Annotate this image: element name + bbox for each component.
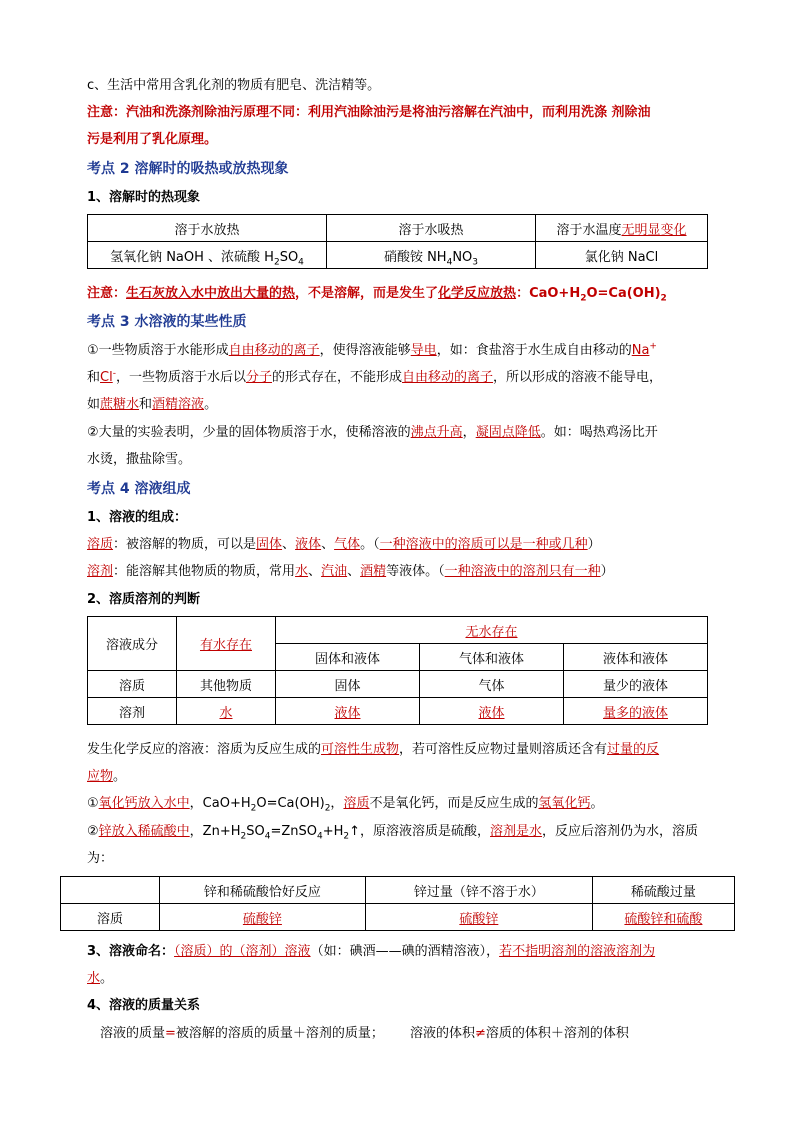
judgement-table — [87, 616, 708, 725]
judge-cell: 水 — [177, 698, 276, 725]
text-line-molecules: 和Cl-，一些物质溶于水后以分子的形式存在，不能形成自由移动的离子，所以形成的溶液不能导电， — [87, 368, 663, 385]
judge-sub-solid-liquid: 固体和液体 — [276, 644, 420, 671]
subheading-composition: 1、溶液的组成： — [87, 510, 188, 525]
heat-cell-nh4no3: 硝酸铵 $NH_4NO_3$ — [327, 242, 536, 269]
zinc-header-exact: 锌和稀硫酸恰好反应 — [160, 877, 366, 904]
zinc-cell: 硫酸锌 — [160, 904, 366, 931]
judge-cell: 量多的液体 — [564, 698, 708, 725]
judge-cell: 气体 — [420, 671, 564, 698]
judge-sub-liquid-liquid: 液体和液体 — [564, 644, 708, 671]
judge-cell: 其他物质 — [177, 671, 276, 698]
text-line-boiling: ②大量的实验表明，少量的固体物质溶于水，使稀溶液的沸点升高，凝固点降低。如：喝热鸡汤比开 — [87, 425, 658, 440]
judge-row-solute-label: 溶质 — [88, 671, 177, 698]
zinc-header-blank — [61, 877, 160, 904]
zinc-table — [60, 876, 735, 931]
note-line-1a: 注意：汽油和洗涤剂除油污原理不同：利用汽油除油污是将油污溶解在汽油中，而利用洗涤 剂除油 — [87, 105, 651, 120]
judge-col-components: 溶液成分 — [88, 617, 177, 671]
text-line-examples: 如蔗糖水和酒精溶液。 — [87, 397, 218, 412]
subheading-heat: 1、溶解时的热现象 — [87, 190, 201, 205]
text-line-mass: 溶液的质量=被溶解的溶质的质量＋溶剂的质量； 溶液的体积≠溶质的体积＋溶剂的体积 — [100, 1026, 629, 1041]
judge-sub-gas-liquid: 气体和液体 — [420, 644, 564, 671]
text-line-reaction: 发生化学反应的溶液：溶质为反应生成的可溶性生成物，若可溶性反应物过量则溶质还含有过量的反 — [87, 742, 660, 757]
heat-cell-nacl: 氯化钠 NaCl — [536, 242, 708, 269]
text-line-zinc-cont: 为： — [87, 851, 114, 866]
judge-cell: 量少的液体 — [564, 671, 708, 698]
text-line-boiling-cont: 水烫，撒盐除雪。 — [87, 452, 192, 467]
note-line-quicklime: 注意：生石灰放入水中放出大量的热，不是溶解，而是发生了化学反应放热：$CaO+H_2O=Ca(OH)_2$ — [87, 286, 667, 304]
zinc-header-acid-excess: 稀硫酸过量 — [592, 877, 734, 904]
judge-col-nowater: 无水存在 — [276, 617, 708, 644]
zinc-row-label: 溶质 — [61, 904, 160, 931]
section-heading-2: 考点 2 溶解时的吸热或放热现象 — [87, 161, 289, 177]
section-heading-4: 考点 4 溶液组成 — [87, 481, 191, 497]
heat-header-nochange: 溶于水温度无明显变化 — [536, 215, 708, 242]
heat-header-absorb: 溶于水吸热 — [327, 215, 536, 242]
subheading-judgement: 2、溶质溶剂的判断 — [87, 592, 201, 607]
judge-cell: 液体 — [276, 698, 420, 725]
judge-row-solvent-label: 溶剂 — [88, 698, 177, 725]
text-line-solute: 溶质：被溶解的物质，可以是固体、液体、气体。（一种溶液中的溶质可以是一种或几种） — [87, 537, 601, 552]
judge-cell: 液体 — [420, 698, 564, 725]
zinc-cell: 硫酸锌和硫酸 — [592, 904, 734, 931]
subheading-mass: 4、溶液的质量关系 — [87, 998, 201, 1013]
text-line-zinc: ②锌放入稀硫酸中，$Zn+H_2SO_4=ZnSO_4+H_2↑$，原溶液溶质是硫酸，溶剂是水，反应后溶剂仍为水，溶质 — [87, 824, 699, 842]
judge-cell: 固体 — [276, 671, 420, 698]
zinc-cell: 硫酸锌 — [365, 904, 592, 931]
zinc-header-zinc-excess: 锌过量（锌不溶于水） — [365, 877, 592, 904]
heat-cell-naoh: 氢氧化钠 NaOH 、浓硫酸 $H_2SO_4$ — [88, 242, 327, 269]
text-line-solvent: 溶剂：能溶解其他物质的物质，常用水、汽油、酒精等液体。（一种溶液中的溶剂只有一种） — [87, 564, 614, 579]
note-line-1b: 污是利用了乳化原理。 — [87, 132, 218, 147]
section-heading-3: 考点 3 水溶液的某些性质 — [87, 314, 247, 330]
text-line-ions: ①一些物质溶于水能形成自由移动的离子，使得溶液能够导电，如：食盐溶于水生成自由移动的Na+ — [87, 341, 657, 358]
text-line-cao: ①氧化钙放入水中，$CaO+H_2O=Ca(OH)_2$，溶质不是氧化钙，而是反应生成的氢氧化钙。 — [87, 796, 604, 814]
judge-col-water: 有水存在 — [177, 617, 276, 671]
heat-table — [87, 214, 708, 269]
text-line-naming-cont: 水。 — [87, 971, 114, 986]
heat-header-release: 溶于水放热 — [88, 215, 327, 242]
text-line-emulsifier: c、生活中常用含乳化剂的物质有肥皂、洗洁精等。 — [87, 78, 381, 93]
text-line-naming: 3、溶液命名：（溶质）的（溶剂）溶液（如：碘酒——碘的酒精溶液），若不指明溶剂的溶液溶剂为 — [87, 944, 656, 959]
text-line-reaction-cont: 应物。 — [87, 769, 127, 784]
